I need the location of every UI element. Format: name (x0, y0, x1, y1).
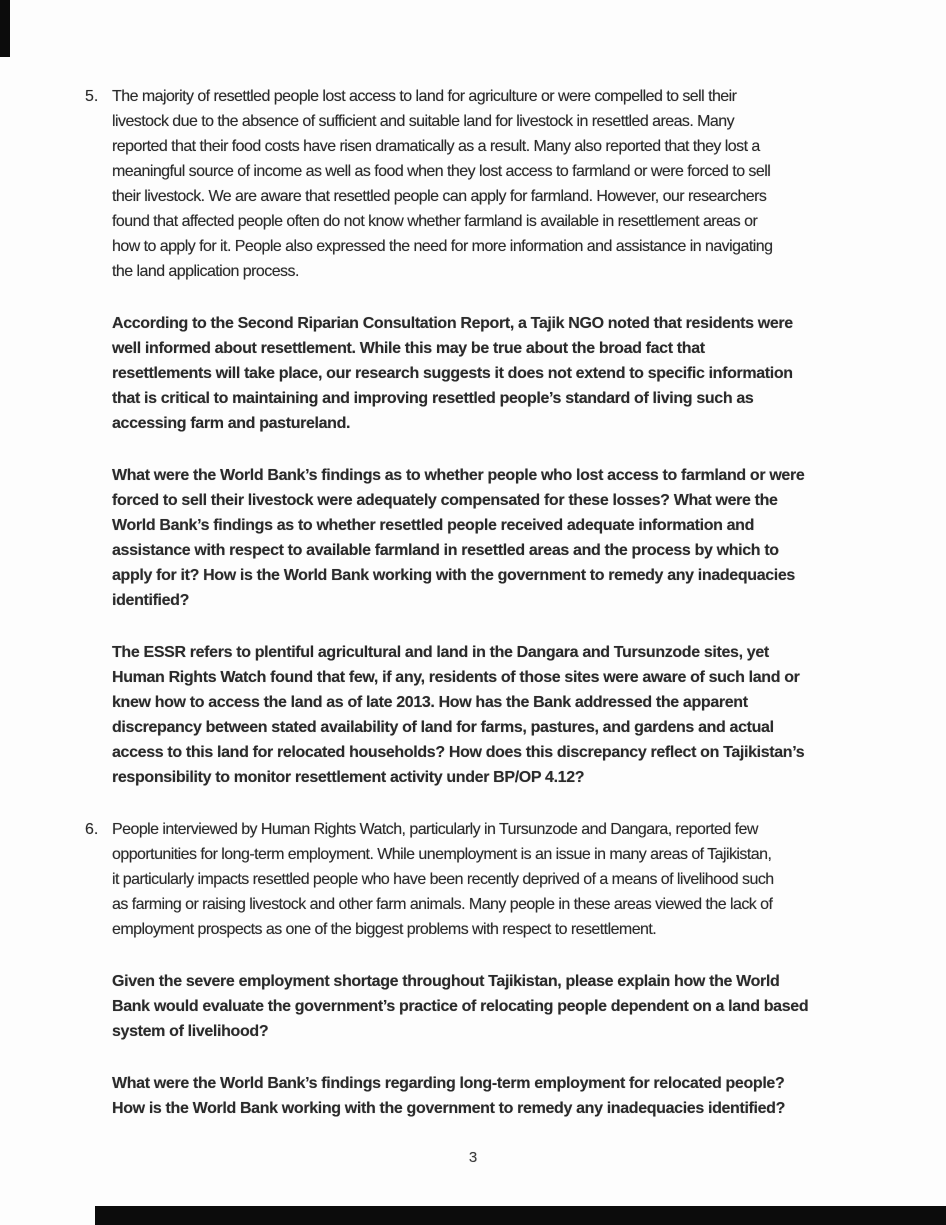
paragraph-question-compensation-findings (112, 463, 946, 613)
paragraph-item-5 (85, 84, 946, 284)
paragraph-line: What were the World Bank’s findings regarding long-term employment for relocated people? (112, 1075, 785, 1092)
paragraph-number: 5. (85, 88, 99, 105)
paragraph-question-riparian-report (112, 311, 946, 436)
paragraph-line: accessing farm and pastureland. (112, 415, 351, 432)
paragraph-line: Given the severe employment shortage throughout Tajikistan, please explain how the World (112, 973, 780, 990)
paragraph-line: According to the Second Riparian Consultation Report, a Tajik NGO noted that residents were (112, 315, 793, 332)
paragraph-line: Bank would evaluate the government’s practice of relocating people dependent on a land based (112, 998, 809, 1015)
paragraph-line: discrepancy between stated availability of land for farms, pastures, and gardens and actual (112, 719, 774, 736)
paragraph-line: access to this land for relocated households? How does this discrepancy reflect on Tajikistan’s (112, 744, 805, 761)
paragraph-line: system of livelihood? (112, 1023, 269, 1040)
paragraph-line: as farming or raising livestock and other farm animals. Many people in these areas viewed the lack of (112, 896, 773, 913)
paragraph-line: The majority of resettled people lost access to land for agriculture or were compelled to sell their (112, 88, 737, 105)
paragraph-line: meaningful source of income as well as food when they lost access to farmland or were forced to sell (112, 163, 771, 180)
paragraph-line: that is critical to maintaining and improving resettled people’s standard of living such as (112, 390, 754, 407)
paragraph-line: knew how to access the land as of late 2013. How has the Bank addressed the apparent (112, 694, 748, 711)
paragraph-line: how to apply for it. People also expressed the need for more information and assistance in navigating (112, 238, 773, 255)
paragraph-line: employment prospects as one of the biggest problems with respect to resettlement. (112, 921, 657, 938)
paragraph-item-6 (85, 817, 946, 942)
paragraph-line: World Bank’s findings as to whether resettled people received adequate information and (112, 517, 755, 534)
paragraph-question-longterm-employment (112, 1071, 946, 1121)
scan-artifact-left-bar (0, 0, 10, 57)
paragraph-line: reported that their food costs have risen dramatically as a result. Many also reported that they lost a (112, 138, 760, 155)
page-number: 3 (468, 1149, 478, 1166)
paragraph-line: their livestock. We are aware that resettled people can apply for farmland. However, our researchers (112, 188, 767, 205)
paragraph-question-employment-shortage (112, 969, 946, 1044)
paragraph-line: well informed about resettlement. While this may be true about the broad fact that (112, 340, 705, 357)
paragraph-line: apply for it? How is the World Bank working with the government to remedy any inadequacies (112, 567, 795, 584)
paragraph-line: resettlements will take place, our research suggests it does not extend to specific information (112, 365, 793, 382)
paragraph-line: livestock due to the absence of sufficient and suitable land for livestock in resettled areas. Many (112, 113, 735, 130)
paragraph-line: identified? (112, 592, 190, 609)
paragraph-question-essr-discrepancy (112, 640, 946, 790)
paragraph-line: What were the World Bank’s findings as to whether people who lost access to farmland or were (112, 467, 805, 484)
paragraph-line: How is the World Bank working with the government to remedy any inadequacies identified? (112, 1100, 786, 1117)
scan-artifact-bottom-bar (95, 1206, 946, 1225)
paragraph-line: forced to sell their livestock were adequately compensated for these losses? What were the (112, 492, 778, 509)
paragraph-line: it particularly impacts resettled people who have been recently deprived of a means of livelihood such (112, 871, 774, 888)
paragraph-line: assistance with respect to available farmland in resettled areas and the process by which to (112, 542, 779, 559)
paragraph-line: responsibility to monitor resettlement activity under BP/OP 4.12? (112, 769, 585, 786)
document-body (0, 84, 946, 1168)
paragraph-line: found that affected people often do not know whether farmland is available in resettlement areas or (112, 213, 758, 230)
paragraph-line: Human Rights Watch found that few, if any, residents of those sites were aware of such land or (112, 669, 800, 686)
paragraph-line: The ESSR refers to plentiful agricultural and land in the Dangara and Tursunzode sites, yet (112, 644, 769, 661)
paragraph-line: the land application process. (112, 263, 299, 280)
paragraph-line: opportunities for long-term employment. While unemployment is an issue in many areas of Tajikistan, (112, 846, 772, 863)
paragraph-number: 6. (85, 821, 99, 838)
paragraph-line: People interviewed by Human Rights Watch, particularly in Tursunzode and Dangara, reported few (112, 821, 758, 838)
